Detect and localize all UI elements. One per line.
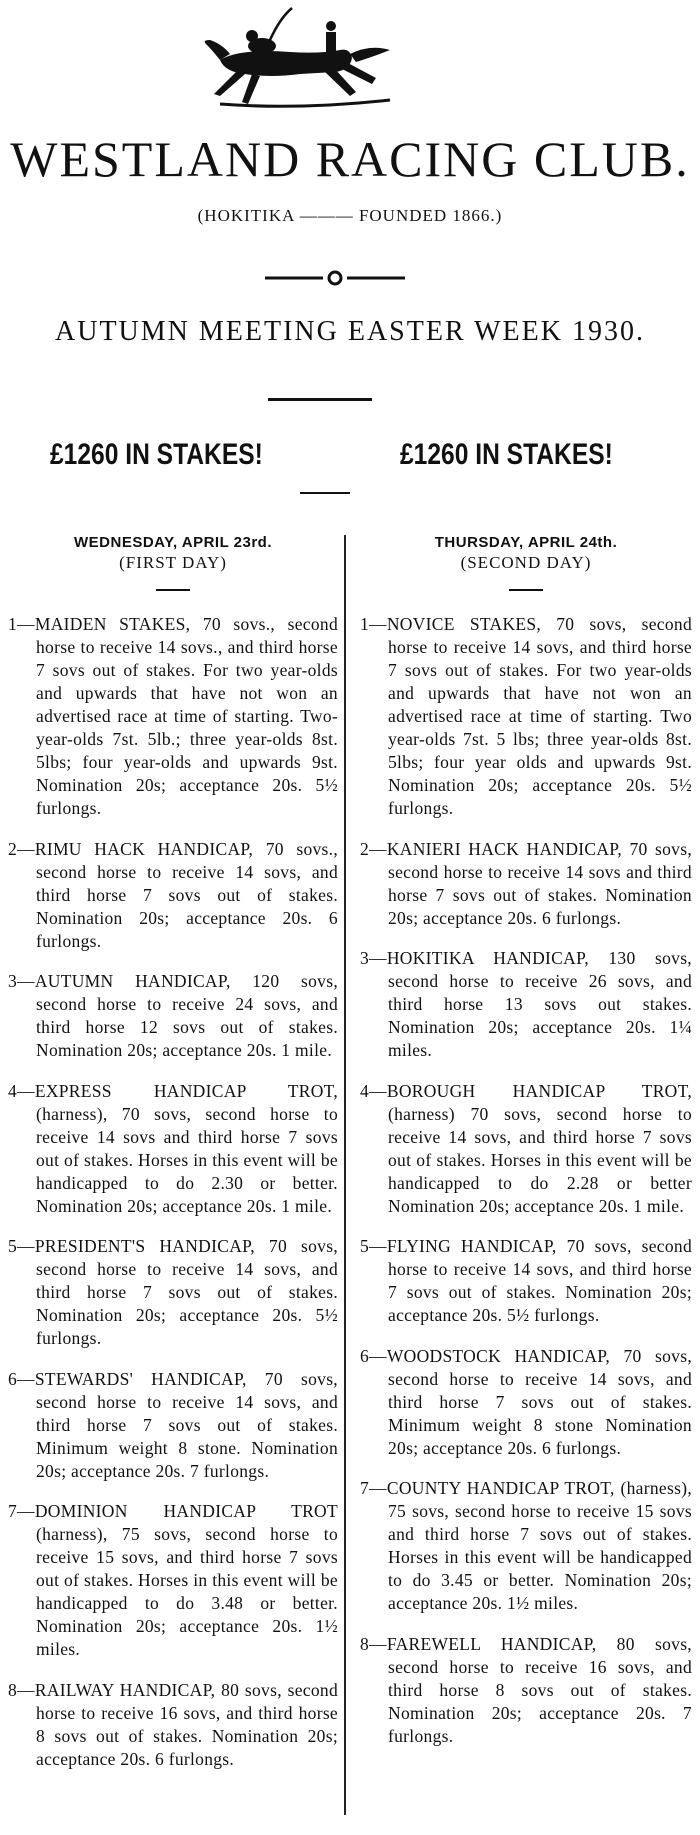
divider-ornament-icon — [265, 268, 405, 288]
race-entry: 5—FLYING HANDICAP, 70 sovs, second horse to receive 14 sovs, and third horse 7 sovs out of stakes. Nomination 20s; acceptance 20s. 5½ furlongs. — [360, 1236, 692, 1325]
race-entry: 8—FAREWELL HANDICAP, 80 sovs, second horse to receive 16 sovs, and third horse 8 sovs out of stakes. Nomination 20s; acceptance 20s. 7 furlongs. — [360, 1633, 692, 1746]
first-day-column — [8, 530, 338, 1777]
race-entry: 8—RAILWAY HANDICAP, 80 sovs, second horse to receive 16 sovs, and third horse 8 sovs out of stakes. Nomination 20s; acceptance 20s. 6 furlongs. — [8, 1679, 338, 1769]
race-entry: 3—HOKITIKA HANDICAP, 130 sovs, second horse to receive 26 sovs, and third horse 13 sovs out stakes. Nomination 20s; acceptance 20s. 1¼ miles. — [360, 948, 692, 1060]
day-subtitle: (FIRST DAY) — [119, 553, 227, 572]
race-entry: 1—NOVICE STAKES, 70 sovs, second horse to receive 14 sovs, and third horse 7 sovs out of stakes. For two year-olds and upwards that have not won an advertised race at time of starting. Two year-olds 7st. 5 lbs; three year-olds 8st. 5lbs; four year olds and upwards 9st. Nomination 20s; acceptance 20s. 5½ furlongs. — [360, 614, 692, 818]
race-entry: 4—EXPRESS HANDICAP TROT, (harness), 70 sovs, second horse to receive 14 sovs and third horse 7 sovs out of stakes. Horses in this event will be handicapped to do 2.30 or better. Nomination 20s; acceptance 20s. 1 mile. — [8, 1080, 338, 1216]
column-divider — [344, 535, 346, 1815]
meeting-title: AUTUMN MEETING EASTER WEEK 1930. — [55, 316, 645, 347]
divider-rule — [268, 398, 372, 401]
race-entry: 3—AUTUMN HANDICAP, 120 sovs, second horse to receive 24 sovs, and third horse 12 sovs out of stakes. Nomination 20s; acceptance 20s. 1 mile. — [8, 971, 338, 1060]
stakes-rule — [300, 492, 350, 494]
race-entry: 7—COUNTY HANDICAP TROT, (harness), 75 sovs, second horse to receive 15 sovs and third horse 7 sovs out of stakes. Horses in this event will be handicapped to do 3.45 or better. Nomination 20s; acceptance 20s. 1½ miles. — [360, 1478, 692, 1613]
stakes-heading-left: £1260 IN STAKES! — [50, 438, 263, 471]
day-title: WEDNESDAY, APRIL 23rd. — [74, 534, 272, 551]
racehorse-jockey-icon — [200, 0, 410, 120]
race-entry: 2—RIMU HACK HANDICAP, 70 sovs., second horse to receive 14 sovs, and third horse 7 sovs out of stakes. Nomination 20s; acceptance 20s. 6 furlongs. — [8, 838, 338, 951]
race-entry: 4—BOROUGH HANDICAP TROT, (harness) 70 sovs, second horse to receive 14 sovs, and third horse 7 sovs out of stakes. Horses in this event will be handicapped to do 2.28 or better Nomination 20s; acceptance 20s. 1 mile. — [360, 1080, 692, 1216]
race-entry: 1—MAIDEN STAKES, 70 sovs., second horse to receive 14 sovs., and third horse 7 sovs out of stakes. For two year-olds and upwards that have not won an advertised race at time of starting. Two-year-olds 7st. 5lb.; three year-olds 8st. 5lbs; four year-olds and upwards 9st. Nomination 20s; acceptance 20s. 5½ furlongs. — [8, 614, 338, 818]
race-entry: 7—DOMINION HANDICAP TROT (harness), 75 sovs, second horse to receive 15 sovs, and third horse 7 sovs out of stakes. Horses in this event will be handicapped to do 3.48 or better. Nomination 20s; acceptance 20s. 1½ miles. — [8, 1501, 338, 1659]
race-entry: 5—PRESIDENT'S HANDICAP, 70 sovs, second horse to receive 14 sovs, and third horse 7 sovs out of stakes. Nomination 20s; acceptance 20s. 5½ furlongs. — [8, 1236, 338, 1348]
club-title: WESTLAND RACING CLUB. — [10, 131, 690, 187]
second-day-column — [360, 530, 692, 1754]
day-rule — [509, 589, 543, 591]
day-subtitle: (SECOND DAY) — [460, 553, 592, 572]
day-rule — [156, 589, 190, 591]
day-title: THURSDAY, APRIL 24th. — [434, 534, 618, 551]
founded-line: (HOKITIKA ——— FOUNDED 1866.) — [197, 206, 503, 225]
stakes-heading-right: £1260 IN STAKES! — [400, 438, 613, 471]
race-entry: 6—WOODSTOCK HANDICAP, 70 sovs, second horse to receive 14 sovs, and third horse 7 sovs out of stakes. Minimum weight 8 stone Nomination 20s; acceptance 20s. 6 furlongs. — [360, 1345, 692, 1458]
race-entry: 2—KANIERI HACK HANDICAP, 70 sovs, second horse to receive 14 sovs and third horse 7 sovs out of stakes. Nomination 20s; acceptance 20s. 6 furlongs. — [360, 838, 692, 928]
race-entry: 6—STEWARDS' HANDICAP, 70 sovs, second horse to receive 14 sovs, and third horse 7 sovs out of stakes. Minimum weight 8 stone. Nomination 20s; acceptance 20s. 7 furlongs. — [8, 1368, 338, 1481]
